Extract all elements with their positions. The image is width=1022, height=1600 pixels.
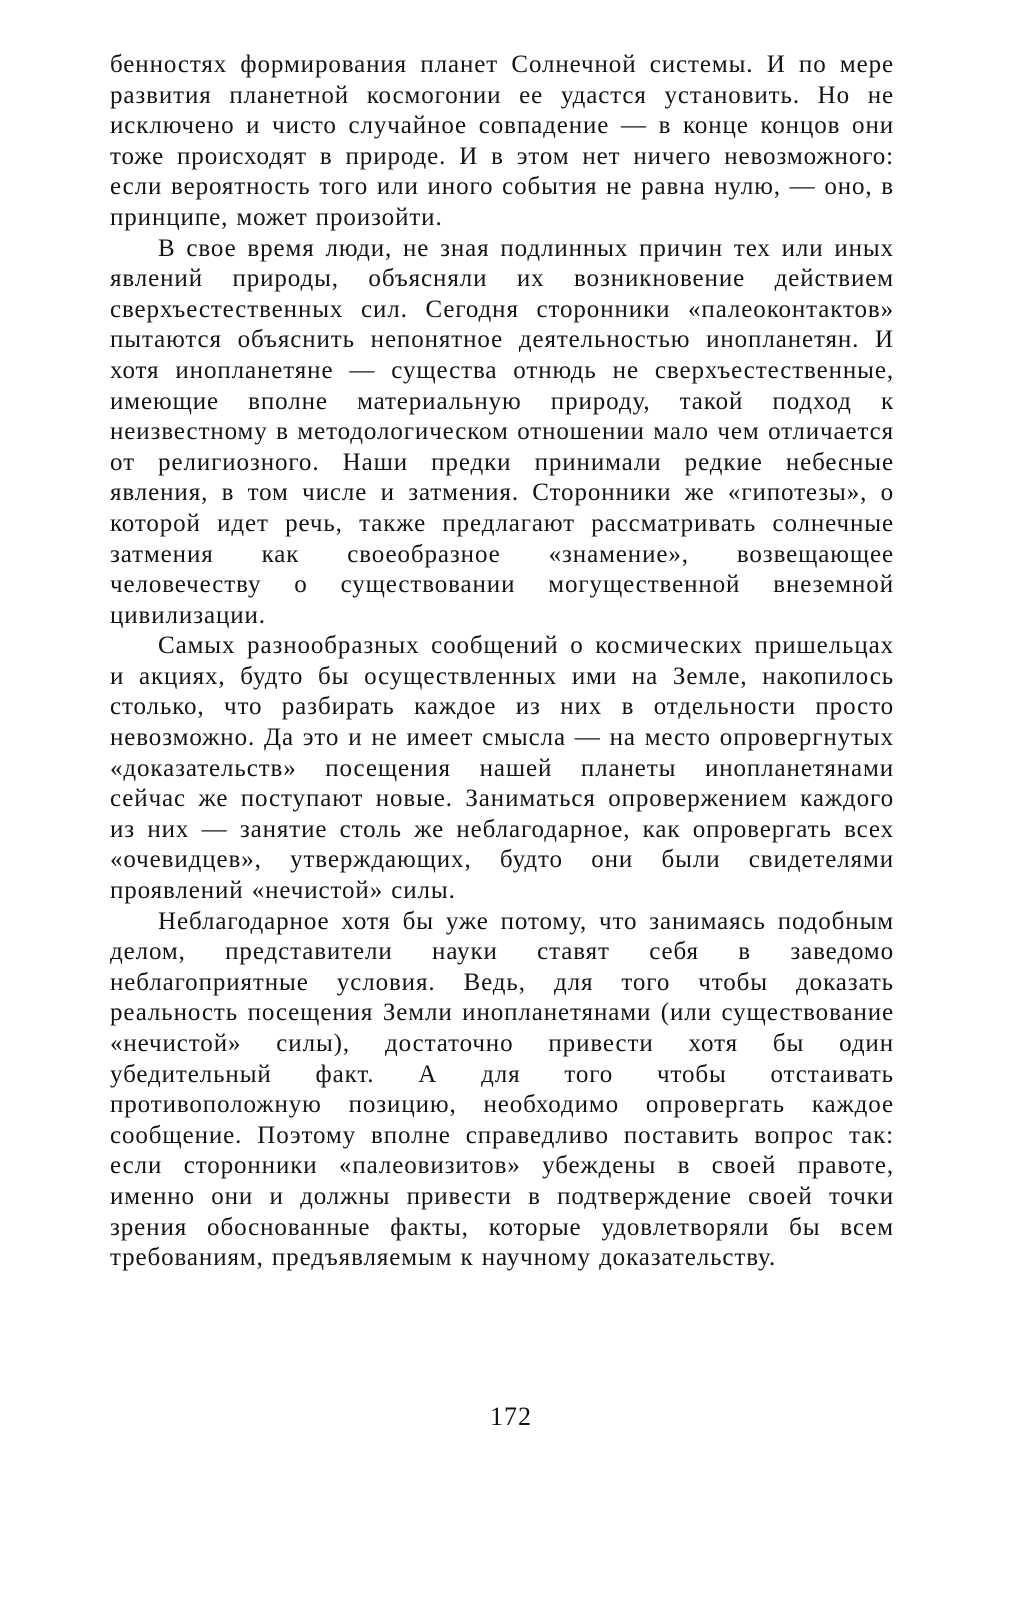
paragraph-continued: бенностях формирования планет Солнечной системы. И по мере развития планетной космогонии ее удастся установить. Но не исключено и чисто случайное совпадение — в конце концов они тоже происходят в природе. И в этом нет ничего невозможного: если вероятность того или иного события не равна нулю, — оно, в принципе, может произойти. [110,51,894,231]
paragraph: Самых разнообразных сообщений о космических пришельцах и акциях, будто бы осуществленных ими на Земле, накопилось столько, что разбирать каждое из них в отдельности просто невозможно. Да это и не имеет смысла — на место опровергнутых «доказательств» посещения нашей планеты инопланетянами сейчас же поступают новые. Заниматься опровержением каждого из них — занятие столь же неблагодарное, как опровергать всех «очевидцев», утверждающих, будто они были свидетелями проявлений «нечистой» силы. [110,632,894,905]
paragraph: Неблагодарное хотя бы уже потому, что занимаясь подобным делом, представители науки ставят себя в заведомо неблагоприятные условия. Ведь, для того чтобы доказать реальность посещения Земли инопланетянами (или существование «нечистой» силы), достаточно привести хотя бы один убедительный факт. А для того чтобы отстаивать противоположную позицию, необходимо опровергать каждое сообщение. Поэтому вполне справедливо поставить вопрос так: если сторонники «палеовизитов» убеждены в своей правоте, именно они и должны привести в подтверждение своей точки зрения обоснованные факты, которые удовлетворяли бы всем требованиям, предъявляемым к научному доказательству. [110,907,894,1272]
page-number: 172 [490,1402,532,1431]
page-body [110,50,894,1274]
paragraph: В свое время люди, не зная подлинных причин тех или иных явлений природы, объясняли их возникновение действием сверхъестественных сил. Сегодня сторонники «палеоконтактов» пытаются объяснить непонятное деятельностью инопланетян. И хотя инопланетяне — существа отнюдь не сверхъестественные, имеющие вполне материальную природу, такой подход к неизвестному в методологическом отношении мало чем отличается от религиозного. Наши предки принимали редкие небесные явления, в том числе и затмения. Сторонники же «гипотезы», о которой идет речь, также предлагают рассматривать солнечные затмения как своеобразное «знамение», возвещающее человечеству о существовании могущественной внеземной цивилизации. [110,234,894,629]
